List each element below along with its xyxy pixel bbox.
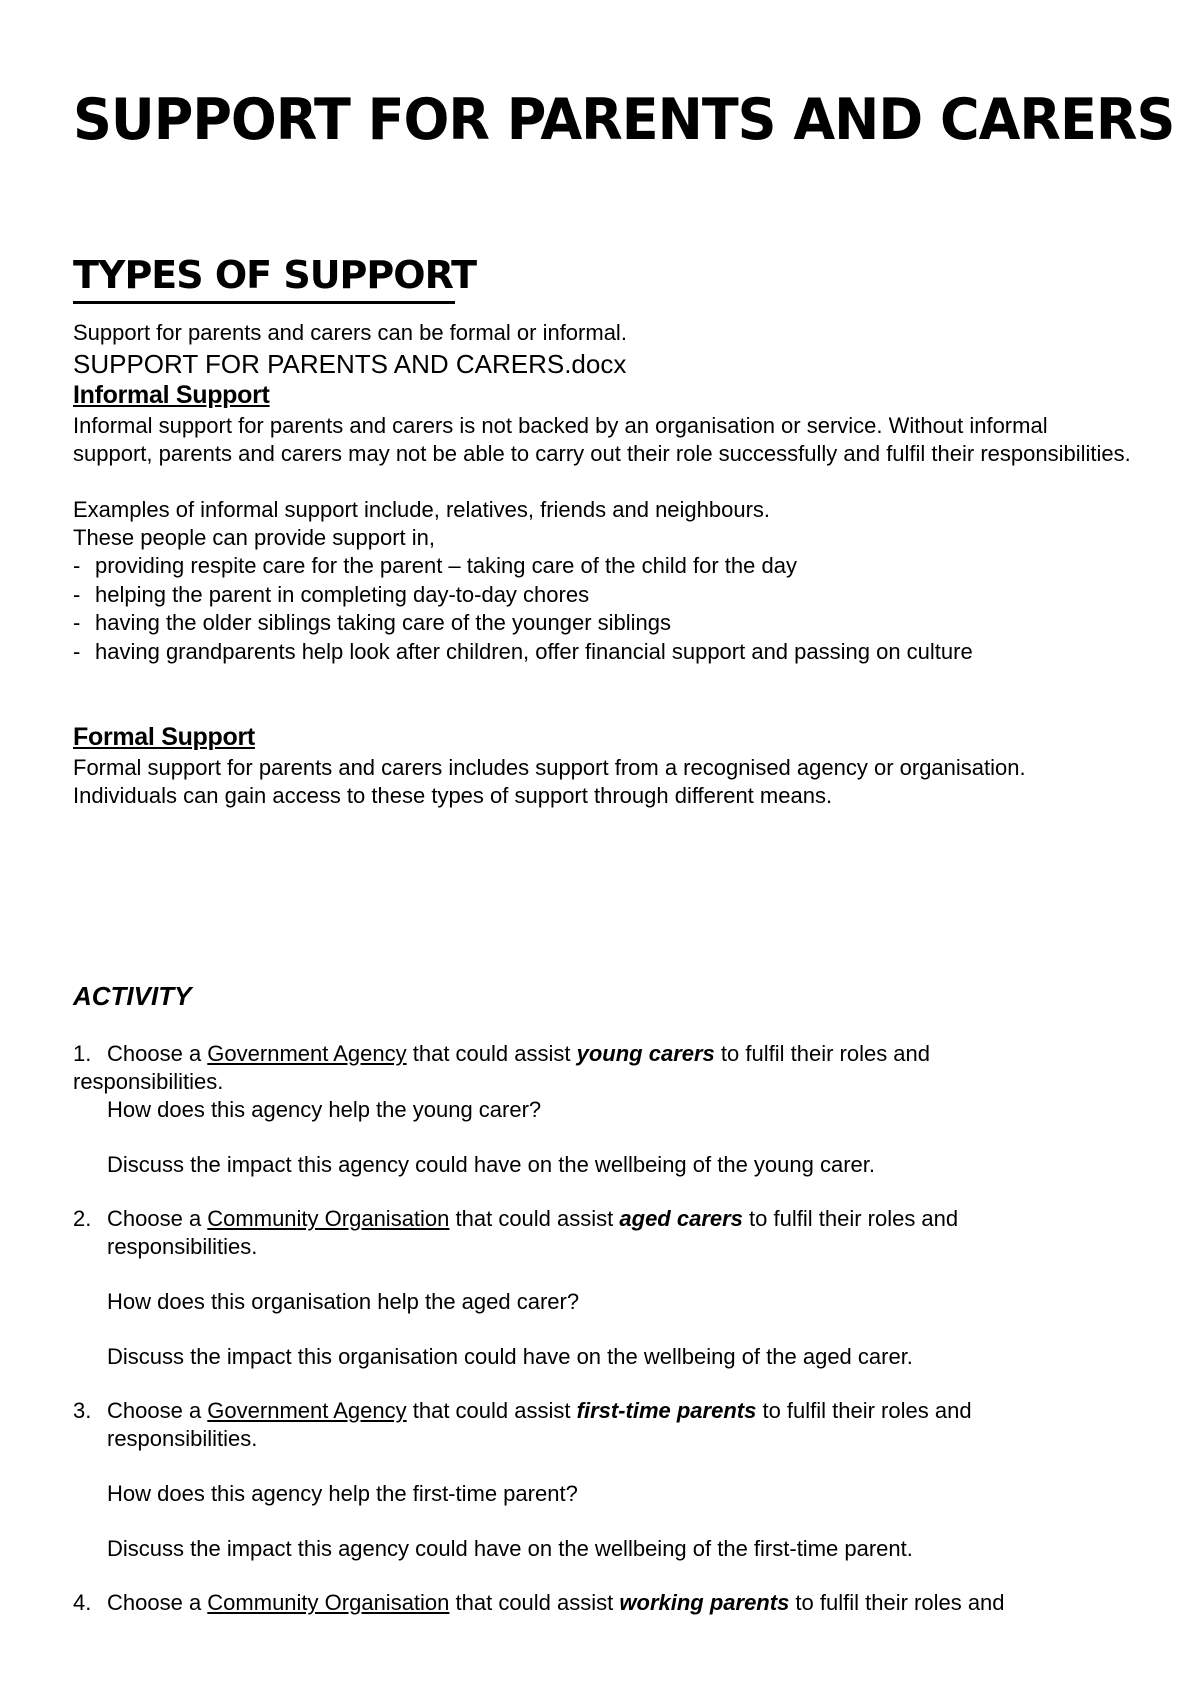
activity-question-3-cont: responsibilities.	[107, 1426, 258, 1451]
informal-examples: Examples of informal support include, relatives, friends and neighbours.	[73, 497, 771, 522]
activity-question-1: 1. Choose a Government Agency that could assist young carers to fulfil their roles and responsibilities. How does this agency help the young carer?	[73, 1041, 931, 1122]
formal-support-paragraph: Formal support for parents and carers includes support from a recognised agency or organisation. Individuals can gain access to these types of support through different means.	[73, 755, 1026, 808]
activity-question-2-cont: responsibilities.	[107, 1234, 258, 1259]
filename-text: SUPPORT FOR PARENTS AND CARERS.docx	[73, 349, 627, 379]
informal-support-paragraph: Informal support for parents and carers is not backed by an organisation or service. Without informal support, parents and carers may not be able to carry out their role successfully and fulfil their responsibilities.	[73, 413, 1131, 466]
activity-question-4: 4. Choose a Community Organisation that could assist working parents to fulfil their roles and	[73, 1590, 1005, 1615]
informal-support-heading: Informal Support	[73, 381, 270, 409]
informal-intro: These people can provide support in,	[73, 525, 436, 550]
formal-support-heading: Formal Support	[73, 723, 255, 751]
activity-question-3-discuss: Discuss the impact this agency could have on the wellbeing of the first-time parent.	[107, 1536, 913, 1561]
activity-question-1-discuss: Discuss the impact this agency could have on the wellbeing of the young carer.	[107, 1152, 876, 1177]
section-lead: Support for parents and carers can be formal or informal.	[73, 320, 627, 345]
activity-question-3-how: How does this agency help the first-time parent?	[107, 1481, 578, 1506]
activity-question-2: 2. Choose a Community Organisation that could assist aged carers to fulfil their roles and	[73, 1206, 959, 1231]
activity-question-2-discuss: Discuss the impact this organisation could have on the wellbeing of the aged carer.	[107, 1344, 913, 1369]
activity-question-2-how: How does this organisation help the aged carer?	[107, 1289, 580, 1314]
list-item: - helping the parent in completing day-to-day chores	[73, 581, 590, 607]
informal-support-list	[73, 552, 973, 666]
section-title-types-of-support: TYPES OF SUPPORT	[73, 253, 477, 297]
activity-heading: ACTIVITY	[73, 981, 192, 1011]
list-item: - having grandparents help look after children, offer financial support and passing on culture	[73, 638, 973, 664]
activity-question-3: 3. Choose a Government Agency that could assist first-time parents to fulfil their roles and	[73, 1398, 972, 1423]
page-title: SUPPORT FOR PARENTS AND CARERS	[73, 86, 1175, 153]
list-item: - having the older siblings taking care of the younger siblings	[73, 610, 672, 635]
section-title-underline	[73, 301, 455, 304]
list-item: - providing respite care for the parent – taking care of the child for the day	[73, 553, 797, 578]
